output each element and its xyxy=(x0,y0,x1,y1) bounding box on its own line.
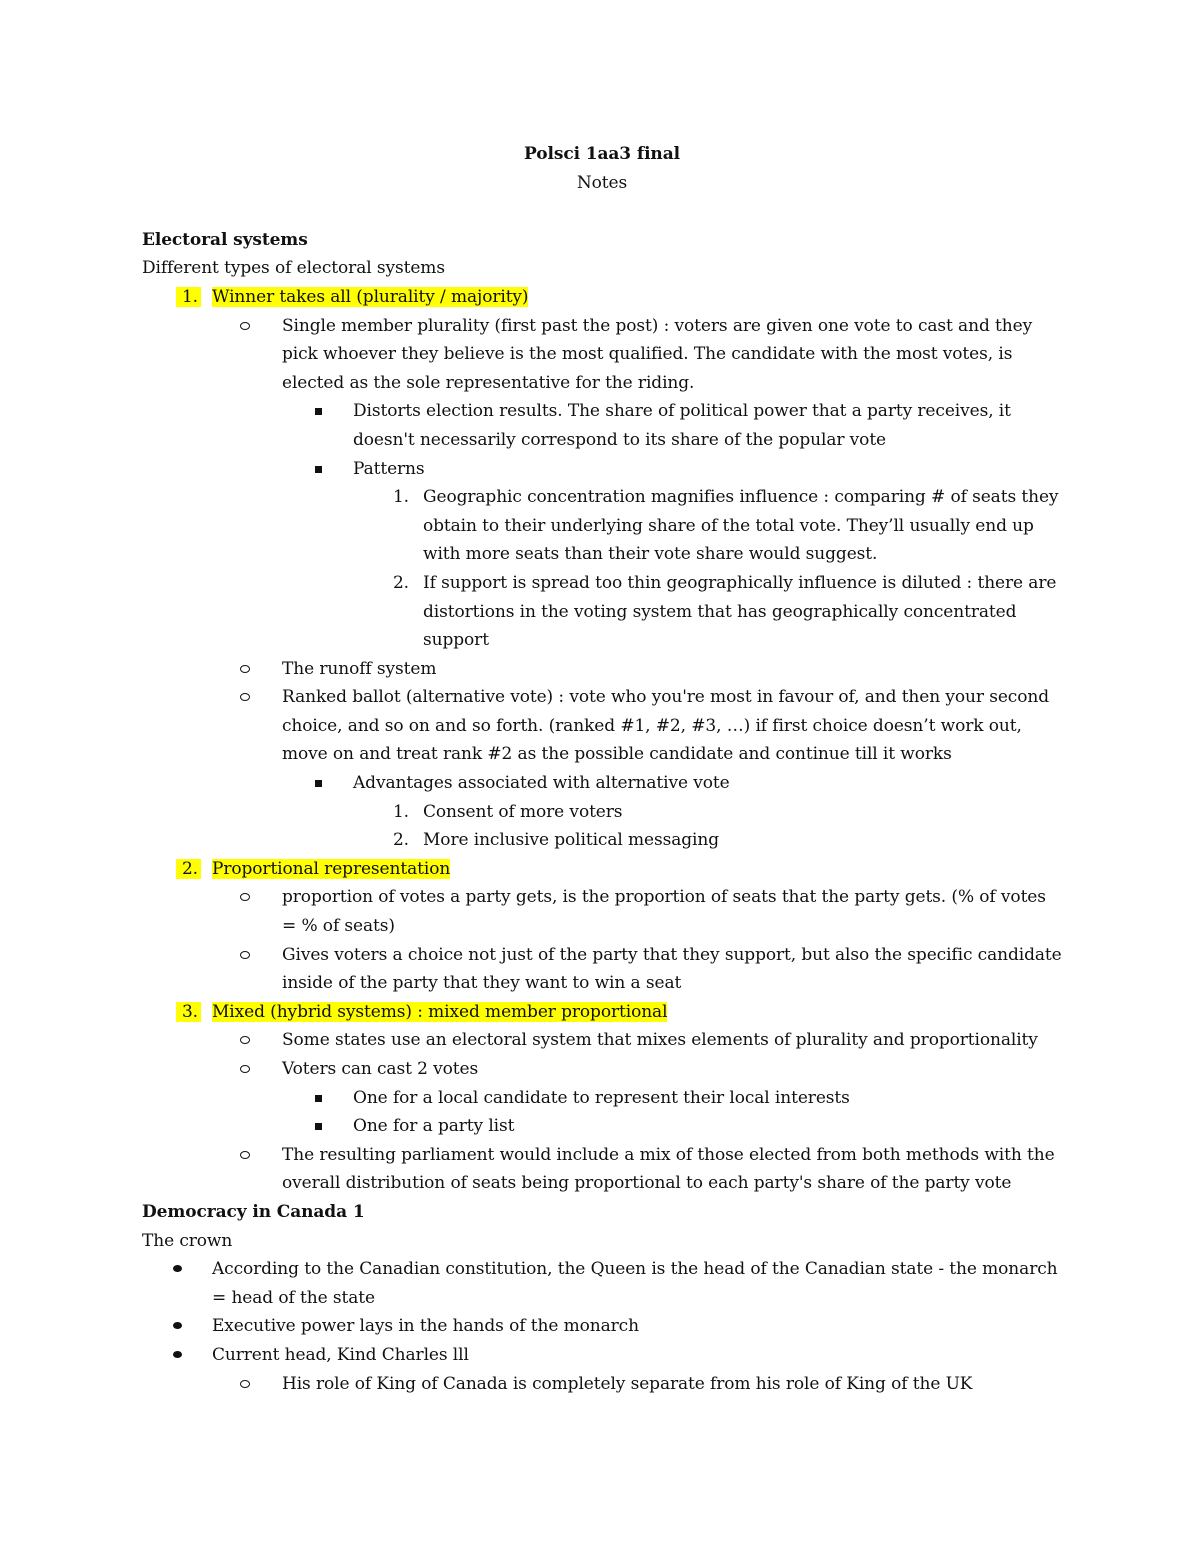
list-item-single-member-plurality xyxy=(282,312,1062,398)
circle-bullet-icon xyxy=(240,883,252,911)
section-heading-democracy: Democracy in Canada 1 xyxy=(142,1201,365,1222)
dot-bullet-icon xyxy=(172,1312,184,1340)
section-heading-electoral: Electoral systems xyxy=(142,229,308,250)
list-item-advantage-1 xyxy=(392,798,1062,827)
list-item-text: His role of King of Canada is completely separate from his role of King of the UK xyxy=(282,1373,973,1394)
circle-bullet-icon xyxy=(240,683,252,711)
list-item-current-head xyxy=(212,1341,1062,1370)
list-item-proportional-representation xyxy=(181,855,1062,884)
circle-bullet-icon xyxy=(240,1141,252,1169)
list-item-patterns xyxy=(353,455,1062,484)
circle-bullet-icon xyxy=(240,655,252,683)
square-bullet-icon xyxy=(313,1084,325,1112)
circle-bullet-icon xyxy=(240,941,252,969)
list-item-advantages xyxy=(353,769,1062,798)
list-item-text: If support is spread too thin geographically influence is diluted : there are distortions in the voting system that has geographically concentrated support xyxy=(423,572,1057,651)
list-item-text: The runoff system xyxy=(282,658,437,679)
list-item-text: More inclusive political messaging xyxy=(423,830,720,851)
list-number: 3. xyxy=(160,998,198,1027)
list-number: 1. xyxy=(392,801,409,822)
list-item-runoff xyxy=(282,655,1062,684)
list-item-pattern-1 xyxy=(392,483,1062,569)
list-number: 2. xyxy=(392,830,409,851)
list-item-text: Consent of more voters xyxy=(423,801,623,822)
document-content xyxy=(142,140,1062,1398)
square-bullet-icon xyxy=(313,769,325,797)
list-item-text: Voters can cast 2 votes xyxy=(282,1059,479,1079)
list-item-constitution xyxy=(212,1255,1062,1312)
list-item-voter-choice xyxy=(282,941,1062,998)
list-item-text: Ranked ballot (alternative vote) : vote who you're most in favour of, and then your second choice, and so on and so forth. (ranked #1, #2, #3, …) if first choice doesn’t work out, move on and treat rank #2 as the possible candidate and continue till it works xyxy=(282,687,1049,765)
list-number: 1. xyxy=(392,487,409,508)
list-item-text: The resulting parliament would include a mix of those elected from both methods with the overall distribution of seats being proportional to each party's share of the party vote xyxy=(282,1144,1055,1194)
list-item-label: Winner takes all (plurality / majority) xyxy=(212,286,529,307)
document-subtitle: Notes xyxy=(576,172,628,193)
list-item-text: Executive power lays in the hands of the monarch xyxy=(212,1316,639,1337)
list-item-text: Geographic concentration magnifies influence : comparing # of seats they obtain to their underlying share of the total vote. They’ll usually end up with more seats than their vote share would suggest. xyxy=(423,487,1059,565)
circle-bullet-icon xyxy=(240,1055,252,1083)
square-bullet-icon xyxy=(313,397,325,425)
list-item-pattern-2 xyxy=(392,569,1062,655)
list-item-text: Patterns xyxy=(353,458,425,479)
section-intro-electoral: Different types of electoral systems xyxy=(142,258,445,279)
section-intro-democracy: The crown xyxy=(142,1230,233,1251)
list-item-text: Current head, Kind Charles lll xyxy=(212,1344,469,1365)
list-item-distorts xyxy=(353,397,1062,454)
document-title: Polsci 1aa3 final xyxy=(524,144,680,164)
list-item-executive-power xyxy=(212,1312,1062,1341)
list-item-ranked-ballot xyxy=(282,683,1062,769)
circle-bullet-icon xyxy=(240,1370,252,1398)
circle-bullet-icon xyxy=(240,1026,252,1054)
list-item-label: Mixed (hybrid systems) : mixed member proportional xyxy=(212,1001,668,1022)
list-number: 1. xyxy=(160,283,198,312)
list-item-local-candidate xyxy=(353,1084,1062,1113)
list-item-party-list xyxy=(353,1112,1062,1141)
list-item-winner-takes-all xyxy=(181,283,1062,312)
square-bullet-icon xyxy=(313,455,325,483)
list-item-two-votes xyxy=(282,1055,1062,1084)
list-item-king-role xyxy=(282,1370,1062,1399)
list-item-text: proportion of votes a party gets, is the proportion of seats that the party gets. (% of votes = % of seats) xyxy=(282,887,1046,937)
list-item-text: Advantages associated with alternative vote xyxy=(353,773,730,794)
spacer xyxy=(142,197,1062,226)
list-item-text: Single member plurality (first past the post) : voters are given one vote to cast and they pick whoever they believe is the most qualified. The candidate with the most votes, is elected as the sole representative for the riding. xyxy=(282,315,1033,393)
list-item-proportion-votes xyxy=(282,883,1062,940)
list-item-text: One for a party list xyxy=(353,1116,515,1137)
list-item-label: Proportional representation xyxy=(212,858,451,879)
list-item-advantage-2 xyxy=(392,826,1062,855)
list-item-text: Some states use an electoral system that mixes elements of plurality and proportionality xyxy=(282,1030,1038,1051)
list-item-mixed-elements xyxy=(282,1026,1062,1055)
dot-bullet-icon xyxy=(172,1341,184,1369)
list-item-text: Gives voters a choice not just of the party that they support, but also the specific candidate inside of the party that they want to win a seat xyxy=(282,944,1062,994)
square-bullet-icon xyxy=(313,1112,325,1140)
list-number: 2. xyxy=(160,855,198,884)
list-item-text: Distorts election results. The share of political power that a party receives, it doesn't necessarily correspond to its share of the popular vote xyxy=(353,401,1011,450)
list-item-mixed-systems xyxy=(181,998,1062,1027)
list-item-text: According to the Canadian constitution, the Queen is the head of the Canadian state - the monarch = head of the state xyxy=(212,1259,1058,1308)
circle-bullet-icon xyxy=(240,312,252,340)
list-number: 2. xyxy=(392,572,409,593)
list-item-resulting-parliament xyxy=(282,1141,1062,1198)
list-item-text: One for a local candidate to represent their local interests xyxy=(353,1087,850,1108)
dot-bullet-icon xyxy=(172,1255,184,1283)
